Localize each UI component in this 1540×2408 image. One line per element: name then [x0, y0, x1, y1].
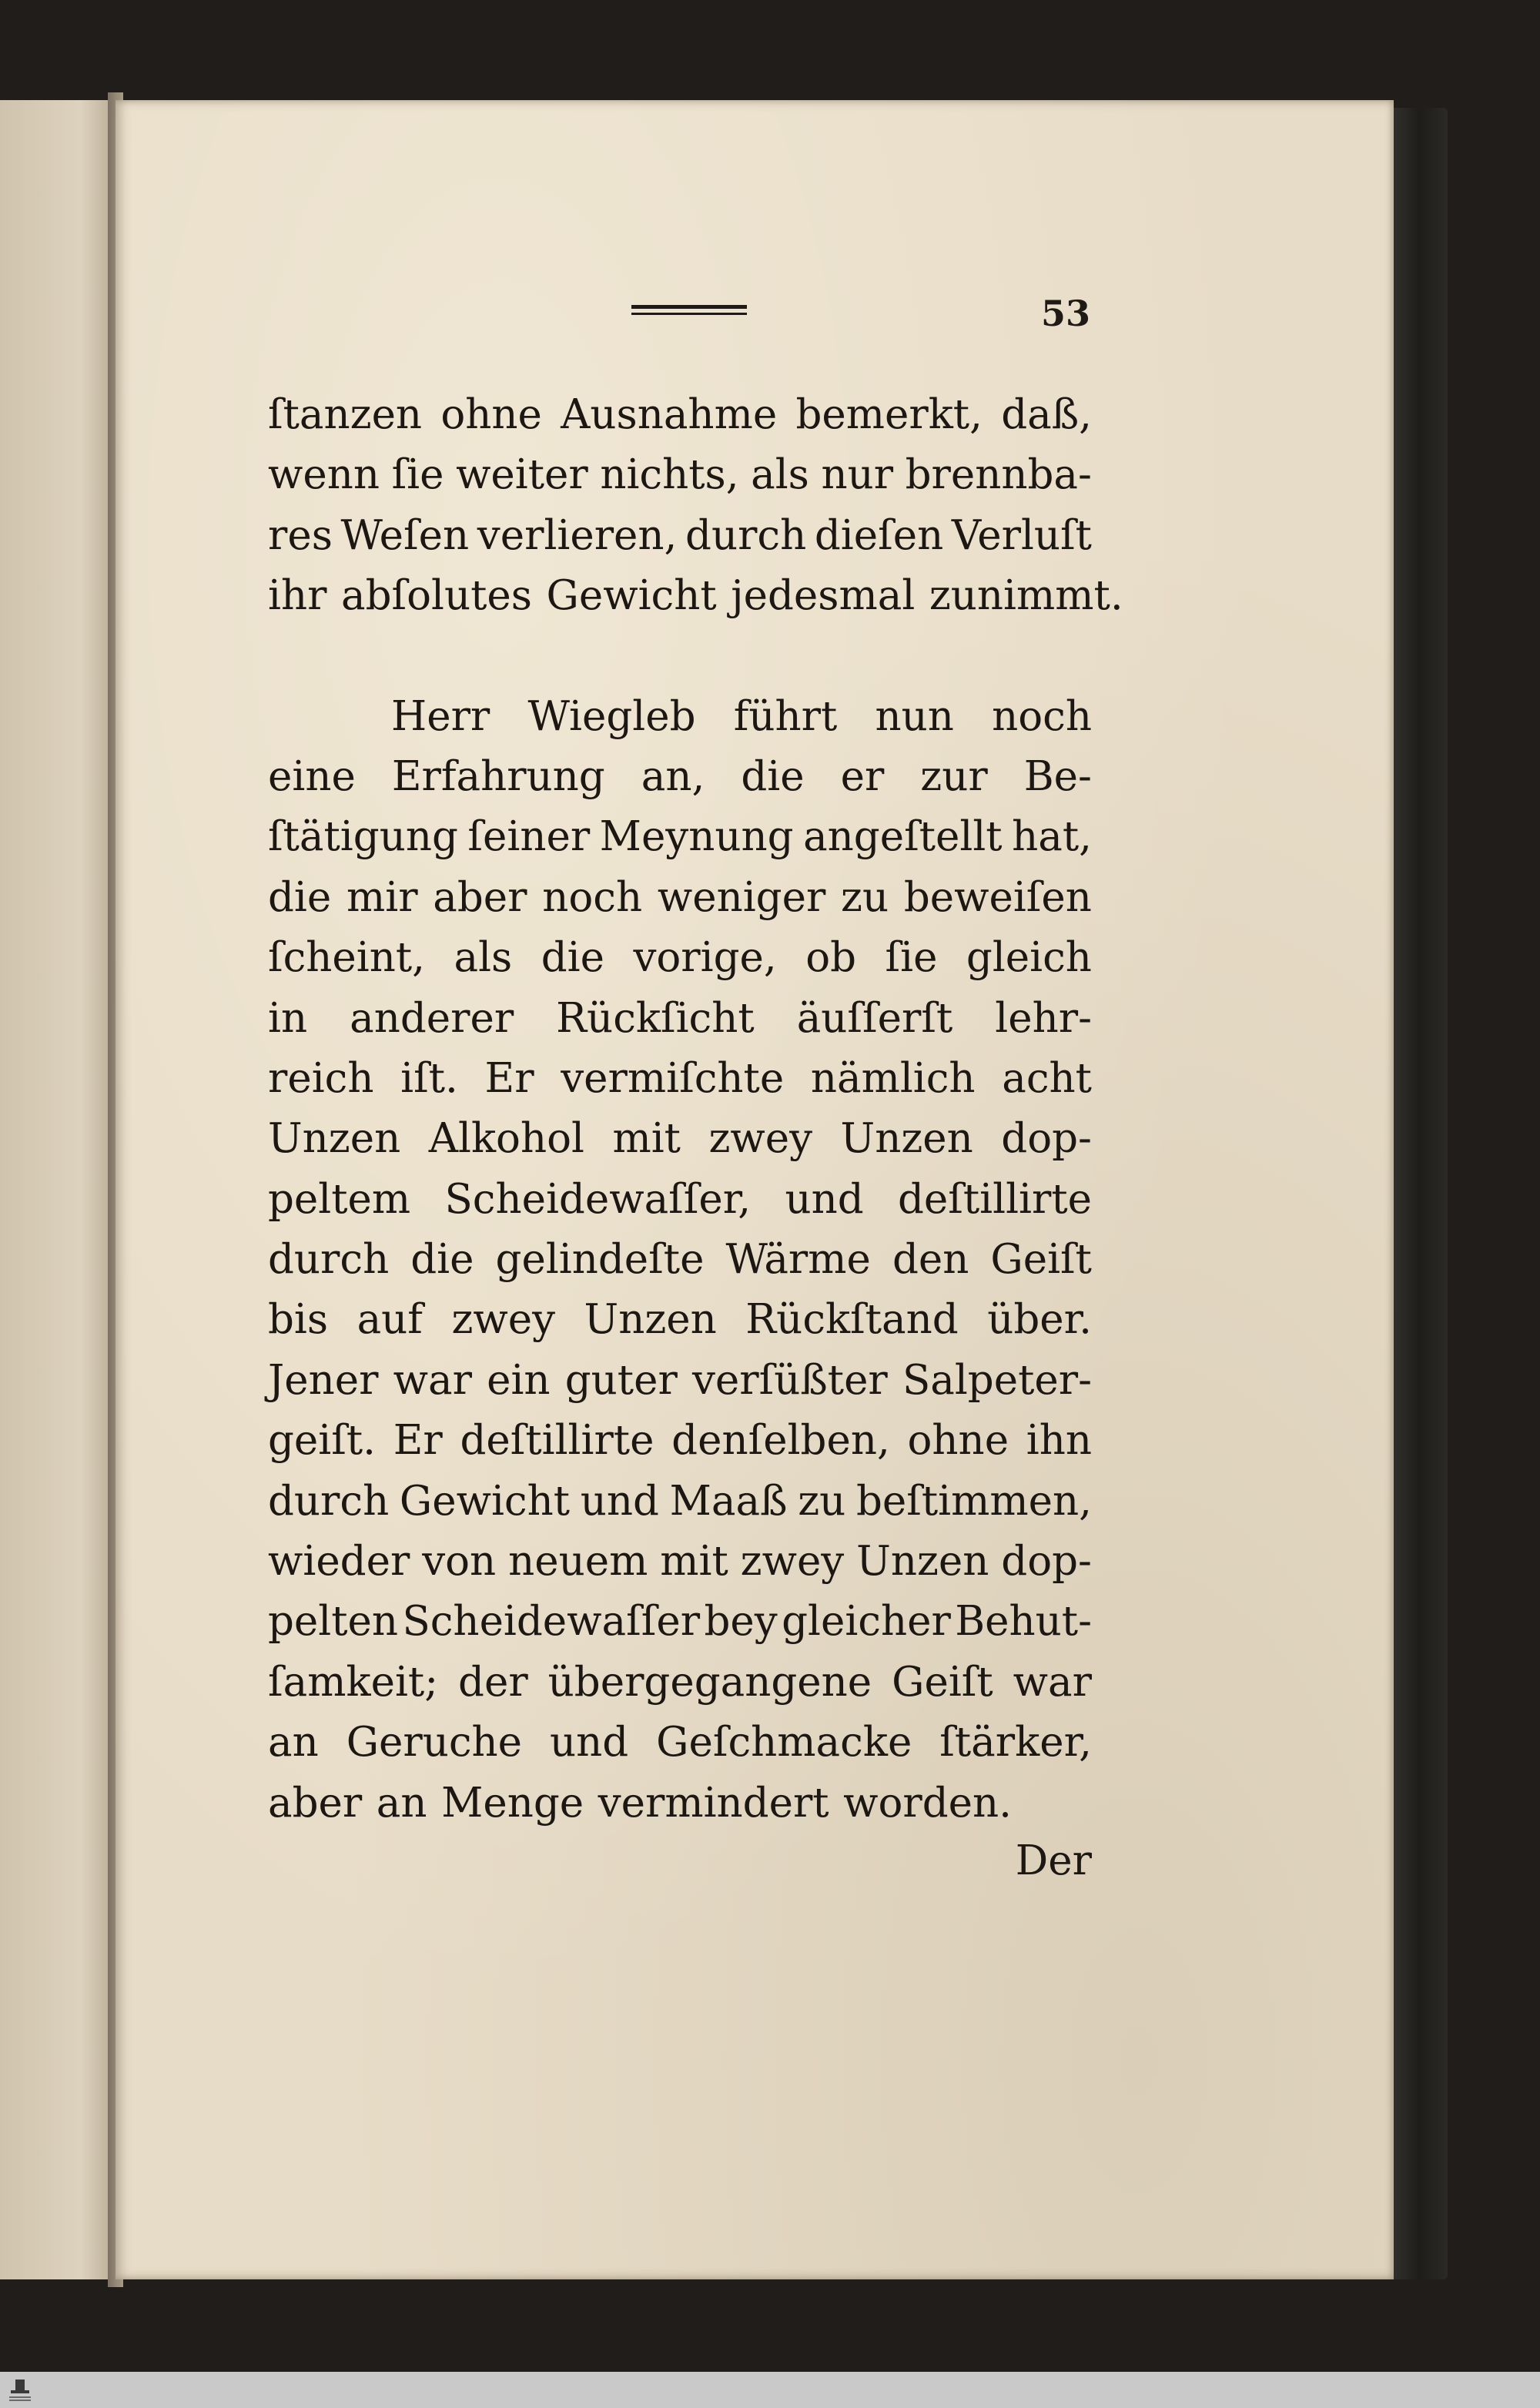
word: äuſſerſt	[796, 994, 953, 1042]
word: Wärme	[725, 1236, 871, 1284]
header-ornament-rule	[631, 305, 747, 322]
word: Er	[393, 1417, 443, 1465]
word: pelten	[268, 1598, 399, 1646]
text-line	[268, 1411, 1092, 1471]
word: mir	[346, 873, 418, 921]
word: mit	[612, 1115, 681, 1163]
word: ihn	[1026, 1417, 1092, 1465]
word: Alkohol	[428, 1115, 584, 1163]
word: anderer	[350, 994, 514, 1042]
word: ſcheint,	[268, 934, 426, 982]
word: zu	[841, 873, 889, 921]
text-line	[268, 1532, 1092, 1592]
word: führt	[733, 692, 838, 740]
word: dop-	[1001, 1115, 1092, 1163]
word: bis	[268, 1296, 329, 1344]
word: war	[1013, 1658, 1092, 1706]
word: durch	[268, 1477, 390, 1525]
word: er	[840, 752, 885, 800]
text-line	[268, 989, 1092, 1049]
word: und	[550, 1719, 629, 1767]
page-number: 53	[1041, 293, 1091, 334]
word: abſolutes	[340, 572, 532, 620]
word: auf	[357, 1296, 423, 1344]
word: als	[751, 451, 809, 499]
word: ohne	[440, 391, 542, 438]
word: hat,	[1012, 813, 1092, 861]
word: dieſen	[814, 511, 944, 559]
word: res	[268, 511, 333, 559]
word: lehr-	[995, 994, 1092, 1042]
text-line	[268, 385, 1092, 445]
word: Unzen	[856, 1538, 989, 1586]
word: Gewicht	[546, 572, 717, 620]
text-line	[268, 1773, 1092, 1834]
word: eine	[268, 752, 356, 800]
word: Behut-	[955, 1598, 1092, 1646]
word: Be-	[1023, 752, 1092, 800]
word: weniger	[657, 873, 826, 921]
word: Unzen	[584, 1296, 717, 1344]
word: Scheidewaſſer	[402, 1598, 701, 1646]
word: beſtimmen,	[855, 1477, 1092, 1525]
word: peltem	[268, 1175, 411, 1223]
word: über.	[987, 1296, 1092, 1344]
word: verſüßter	[691, 1356, 888, 1404]
word: weiter	[456, 451, 588, 499]
word: Salpeter-	[902, 1356, 1092, 1404]
word: Maaß	[669, 1477, 788, 1525]
word: noch	[542, 873, 643, 921]
word: bey	[704, 1598, 778, 1646]
word: Verluſt	[951, 511, 1092, 559]
word: ob	[805, 934, 857, 982]
word: den	[892, 1236, 969, 1284]
word: durch	[268, 1236, 390, 1284]
word: ein	[487, 1356, 551, 1404]
word: dop-	[1001, 1538, 1092, 1586]
word: wenn	[268, 451, 380, 499]
word: Erfahrung	[391, 752, 605, 800]
word: wieder	[268, 1538, 410, 1586]
catchword: Der	[1015, 1837, 1092, 1884]
word: jedesmal	[731, 572, 916, 620]
word: nun	[875, 692, 954, 740]
word: an,	[641, 752, 705, 800]
body-text	[268, 385, 1123, 1834]
word: zwey	[451, 1296, 556, 1344]
text-line	[268, 868, 1092, 928]
word: zwey	[740, 1538, 845, 1586]
word: Herr	[391, 692, 490, 740]
text-line	[268, 506, 1092, 566]
word: Rückſtand	[745, 1296, 959, 1344]
text-line	[268, 1109, 1092, 1169]
word: reich	[268, 1054, 374, 1102]
word: ſtätigung	[268, 813, 458, 861]
word: daß,	[1001, 391, 1092, 438]
text-line	[268, 1713, 1092, 1773]
word: Weſen	[340, 511, 470, 559]
word: Geruche	[346, 1719, 523, 1767]
word: gleicher	[782, 1598, 951, 1646]
word: Er	[484, 1054, 534, 1102]
word: deſtillirte	[460, 1417, 654, 1465]
word: Geiſt	[990, 1236, 1092, 1284]
word: geiſt.	[268, 1417, 377, 1465]
word: gelindeſte	[495, 1236, 705, 1284]
word: an	[376, 1779, 427, 1827]
word: nämlich	[810, 1054, 976, 1102]
word: die	[410, 1236, 474, 1284]
word: denſelben,	[671, 1417, 890, 1465]
word: übergegangene	[547, 1658, 872, 1706]
text-line	[268, 1230, 1092, 1290]
word: vermiſchte	[561, 1054, 785, 1102]
word: aber	[268, 1779, 363, 1827]
word: zunimmt.	[929, 572, 1123, 620]
word: ſamkeit;	[268, 1658, 439, 1706]
word: aber	[433, 873, 527, 921]
word: die	[741, 752, 805, 800]
text-line	[268, 1290, 1092, 1350]
word: ſie	[885, 934, 938, 982]
word: Unzen	[268, 1115, 401, 1163]
word: acht	[1002, 1054, 1092, 1102]
word: ſtanzen	[268, 391, 423, 438]
word: zwey	[708, 1115, 813, 1163]
word: der	[458, 1658, 528, 1706]
word: als	[454, 934, 513, 982]
word: nur	[821, 451, 894, 499]
text-line	[268, 928, 1092, 988]
viewer-footer-bar	[0, 2372, 1540, 2408]
word: Geiſt	[892, 1658, 993, 1706]
text-line	[268, 1351, 1092, 1411]
word: Geſchmacke	[656, 1719, 912, 1767]
word: vorige,	[633, 934, 777, 982]
library-logo-icon	[5, 2376, 35, 2404]
word: mit	[660, 1538, 728, 1586]
word: verlieren,	[477, 511, 678, 559]
word: Unzen	[840, 1115, 973, 1163]
text-line	[268, 1472, 1092, 1532]
paragraph-gap	[268, 627, 1092, 687]
word: und	[580, 1477, 659, 1525]
word: ſeiner	[467, 813, 591, 861]
word: Menge	[441, 1779, 584, 1827]
word: noch	[992, 692, 1092, 740]
word: angeſtellt	[803, 813, 1003, 861]
word: ſtärker,	[939, 1719, 1092, 1767]
word: ſie	[391, 451, 444, 499]
word: ohne	[907, 1417, 1009, 1465]
word: an	[268, 1719, 319, 1767]
word: Rückſicht	[556, 994, 755, 1042]
word: deſtillirte	[897, 1175, 1092, 1223]
facing-page-edge	[0, 100, 116, 2279]
word: Jener	[268, 1356, 379, 1404]
word: nichts,	[600, 451, 739, 499]
word: gleich	[966, 934, 1092, 982]
word: beweiſen	[903, 873, 1092, 921]
word: in	[268, 994, 308, 1042]
text-line	[268, 747, 1092, 807]
text-line	[268, 566, 1123, 626]
word: bemerkt,	[795, 391, 983, 438]
word: iſt.	[400, 1054, 458, 1102]
text-line	[268, 445, 1092, 505]
word: worden.	[843, 1779, 1013, 1827]
word: Ausnahme	[561, 391, 778, 438]
word: guter	[564, 1356, 678, 1404]
word: brennba-	[905, 451, 1092, 499]
word: zu	[798, 1477, 846, 1525]
text-line	[268, 687, 1092, 747]
text-line	[268, 807, 1092, 867]
word: und	[785, 1175, 864, 1223]
word: Meynung	[599, 813, 794, 861]
word: von	[422, 1538, 497, 1586]
word: die	[541, 934, 604, 982]
word: durch	[685, 511, 807, 559]
word: war	[393, 1356, 472, 1404]
word: Wiegleb	[527, 692, 696, 740]
word: Scheidewaſſer,	[444, 1175, 752, 1223]
word: Gewicht	[399, 1477, 571, 1525]
text-line	[268, 1170, 1092, 1230]
text-line	[268, 1653, 1092, 1713]
word: ihr	[268, 572, 327, 620]
word: zur	[920, 752, 988, 800]
word: die	[268, 873, 332, 921]
word: neuem	[508, 1538, 648, 1586]
text-line	[268, 1592, 1092, 1652]
word: vermindert	[598, 1779, 829, 1827]
text-line	[268, 1049, 1092, 1109]
